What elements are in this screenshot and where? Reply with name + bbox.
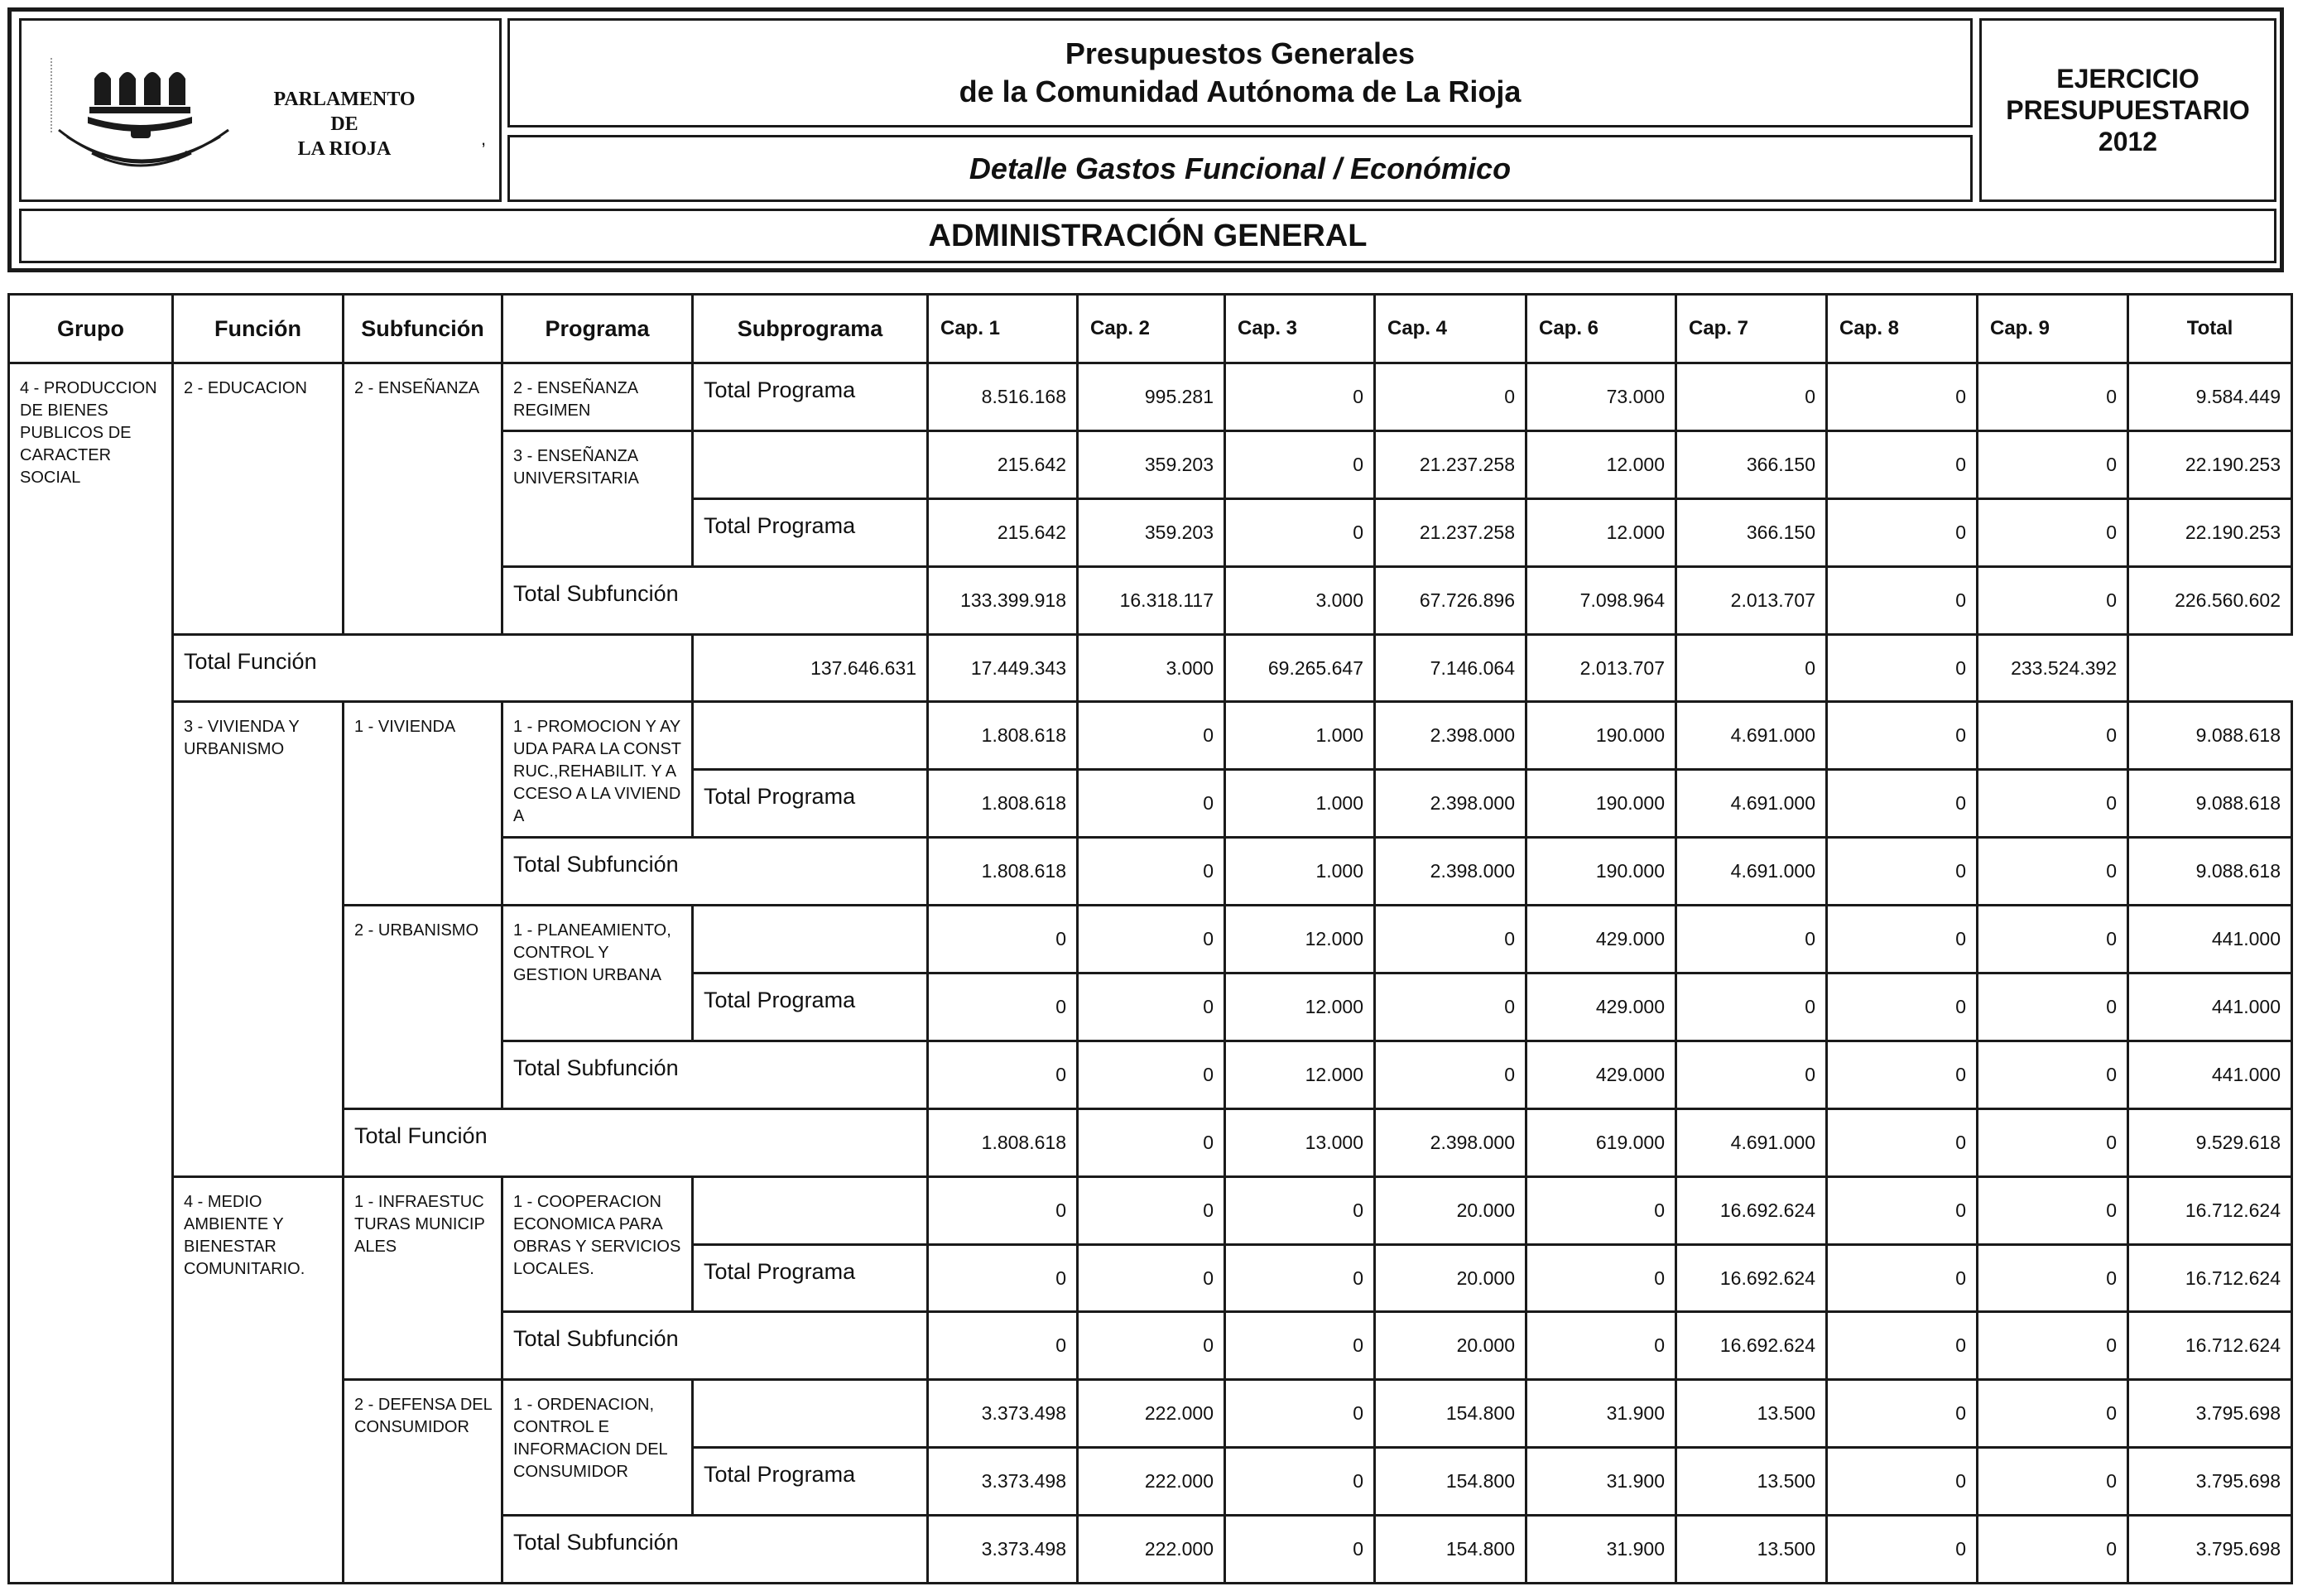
ejercicio-panel	[1979, 18, 2276, 202]
amount-cap3: 0	[1225, 1448, 1375, 1516]
amount-total: 233.524.392	[1978, 634, 2128, 702]
amount-cap1: 0	[928, 1244, 1078, 1312]
amount-cap3: 0	[1225, 498, 1375, 566]
amount-cap3: 0	[1225, 1244, 1375, 1312]
amount-cap6: 12.000	[1526, 430, 1676, 498]
amount-cap8: 0	[1827, 1244, 1978, 1312]
table-row	[9, 1176, 2292, 1244]
subfuncion-urbanismo-cell: 2 - URBANISMO	[344, 906, 502, 1109]
table-row	[9, 1108, 2292, 1176]
amount-total: 9.088.618	[2128, 770, 2292, 838]
amount-cap6: 0	[1526, 1244, 1676, 1312]
amount-total: 16.712.624	[2128, 1176, 2292, 1244]
col-header-cap6: Cap. 6	[1526, 295, 1676, 363]
subprograma-cell	[693, 702, 928, 770]
amount-cap2: 222.000	[1078, 1448, 1225, 1516]
col-header-cap7: Cap. 7	[1676, 295, 1827, 363]
amount-cap7: 0	[1676, 906, 1827, 973]
table-row	[9, 702, 2292, 770]
amount-cap6: 31.900	[1526, 1516, 1676, 1584]
amount-cap4: 2.398.000	[1375, 1108, 1526, 1176]
title-line-1: Presupuestos Generales	[1065, 36, 1416, 70]
amount-cap8: 0	[1827, 498, 1978, 566]
programa-ordenacion-cell: 1 - ORDENACION, CONTROL E INFORMACION DEL CONSUMIDOR	[502, 1380, 693, 1516]
amount-cap1: 8.516.168	[928, 363, 1078, 431]
amount-cap1: 215.642	[928, 430, 1078, 498]
amount-cap8: 0	[1827, 566, 1978, 634]
amount-cap4: 0	[1375, 363, 1526, 431]
amount-cap3: 1.000	[1225, 770, 1375, 838]
col-header-grupo: Grupo	[9, 295, 173, 363]
amount-cap7: 0	[1676, 973, 1827, 1041]
amount-total: 226.560.602	[2128, 566, 2292, 634]
scan-mark	[50, 58, 52, 132]
col-header-subprograma: Subprograma	[693, 295, 928, 363]
programa-promocion-cell: 1 - PROMOCION Y AYUDA PARA LA CONSTRUC.,REHABILIT. Y ACCESO A LA VIVIENDA	[502, 702, 693, 838]
amount-cap9: 0	[1978, 430, 2128, 498]
amount-cap2: 222.000	[1078, 1380, 1225, 1448]
amount-cap9: 0	[1978, 702, 2128, 770]
amount-cap4: 20.000	[1375, 1244, 1526, 1312]
subtitle-panel	[507, 135, 1973, 202]
total-subfuncion-label: Total Subfunción	[502, 1041, 928, 1108]
org-mark: ,	[481, 128, 487, 149]
subfuncion-ensenanza-cell: 2 - ENSEÑANZA	[344, 363, 502, 635]
org-name-line2: LA RIOJA	[297, 138, 392, 160]
amount-cap4: 154.800	[1375, 1448, 1526, 1516]
amount-cap4: 21.237.258	[1375, 498, 1526, 566]
total-funcion-label: Total Función	[344, 1108, 928, 1176]
amount-cap1: 215.642	[928, 498, 1078, 566]
amount-cap4: 67.726.896	[1375, 566, 1526, 634]
total-programa-label: Total Programa	[693, 363, 928, 431]
amount-total: 22.190.253	[2128, 498, 2292, 566]
amount-cap6: 7.098.964	[1526, 566, 1676, 634]
logo-panel	[19, 18, 502, 202]
document-subtitle: Detalle Gastos Funcional / Económico	[969, 151, 1512, 185]
total-subfuncion-label: Total Subfunción	[502, 1312, 928, 1380]
amount-cap7: 16.692.624	[1676, 1244, 1827, 1312]
amount-total: 3.795.698	[2128, 1380, 2292, 1448]
amount-cap6: 0	[1526, 1312, 1676, 1380]
col-header-cap1: Cap. 1	[928, 295, 1078, 363]
amount-cap9: 0	[1978, 363, 2128, 431]
amount-cap4: 69.265.647	[1225, 634, 1375, 702]
amount-cap7: 4.691.000	[1676, 1108, 1827, 1176]
amount-cap3: 0	[1225, 363, 1375, 431]
amount-total: 16.712.624	[2128, 1312, 2292, 1380]
amount-cap8: 0	[1827, 770, 1978, 838]
amount-cap2: 0	[1078, 770, 1225, 838]
total-subfuncion-label: Total Subfunción	[502, 1516, 928, 1584]
amount-cap2: 359.203	[1078, 430, 1225, 498]
amount-cap1: 3.373.498	[928, 1448, 1078, 1516]
amount-cap2: 0	[1078, 1041, 1225, 1108]
total-subfuncion-label: Total Subfunción	[502, 566, 928, 634]
amount-cap7: 2.013.707	[1676, 566, 1827, 634]
amount-cap4: 2.398.000	[1375, 702, 1526, 770]
amount-cap3: 0	[1225, 1176, 1375, 1244]
amount-cap7: 13.500	[1676, 1516, 1827, 1584]
amount-cap6: 190.000	[1526, 838, 1676, 906]
amount-cap7: 4.691.000	[1676, 770, 1827, 838]
amount-cap4: 2.398.000	[1375, 770, 1526, 838]
amount-cap9: 0	[1827, 634, 1978, 702]
amount-total: 3.795.698	[2128, 1448, 2292, 1516]
amount-total: 3.795.698	[2128, 1516, 2292, 1584]
amount-cap2: 359.203	[1078, 498, 1225, 566]
amount-cap4: 20.000	[1375, 1312, 1526, 1380]
total-funcion-label: Total Función	[173, 634, 693, 702]
amount-cap6: 7.146.064	[1375, 634, 1526, 702]
section-title: ADMINISTRACIÓN GENERAL	[928, 218, 1368, 253]
budget-table	[7, 293, 2293, 1584]
amount-cap3: 1.000	[1225, 838, 1375, 906]
funcion-vivienda-cell: 3 - VIVIENDA Y URBANISMO	[173, 702, 344, 1176]
table-header-row	[9, 295, 2292, 363]
amount-cap3: 13.000	[1225, 1108, 1375, 1176]
amount-cap9: 0	[1978, 1176, 2128, 1244]
amount-total: 441.000	[2128, 906, 2292, 973]
amount-cap2: 0	[1078, 1312, 1225, 1380]
amount-cap9: 0	[1978, 1041, 2128, 1108]
amount-total: 22.190.253	[2128, 430, 2292, 498]
total-programa-label: Total Programa	[693, 498, 928, 566]
col-header-cap2: Cap. 2	[1078, 295, 1225, 363]
amount-cap9: 0	[1978, 906, 2128, 973]
amount-cap4: 20.000	[1375, 1176, 1526, 1244]
amount-cap9: 0	[1978, 838, 2128, 906]
amount-cap4: 154.800	[1375, 1380, 1526, 1448]
amount-cap9: 0	[1978, 1380, 2128, 1448]
amount-total: 9.529.618	[2128, 1108, 2292, 1176]
amount-cap8: 0	[1827, 1380, 1978, 1448]
amount-cap1: 1.808.618	[928, 1108, 1078, 1176]
subprograma-cell	[693, 430, 928, 498]
amount-cap1: 1.808.618	[928, 770, 1078, 838]
amount-cap1: 0	[928, 1312, 1078, 1380]
amount-cap3: 0	[1225, 1380, 1375, 1448]
amount-cap1: 1.808.618	[928, 702, 1078, 770]
amount-cap2: 222.000	[1078, 1516, 1225, 1584]
col-header-subfuncion: Subfunción	[344, 295, 502, 363]
total-subfuncion-label: Total Subfunción	[502, 838, 928, 906]
presupuestario-label: PRESUPUESTARIO	[2006, 95, 2250, 125]
subfuncion-infraestructuras-cell: 1 - INFRAESTUCTURAS MUNICIPALES	[344, 1176, 502, 1380]
col-header-total: Total	[2128, 295, 2292, 363]
amount-total: 9.088.618	[2128, 702, 2292, 770]
amount-cap3: 0	[1225, 430, 1375, 498]
programa-cooperacion-cell: 1 - COOPERACION ECONOMICA PARA OBRAS Y SERVICIOS LOCALES.	[502, 1176, 693, 1312]
amount-cap4: 154.800	[1375, 1516, 1526, 1584]
amount-cap6: 190.000	[1526, 702, 1676, 770]
subprograma-cell	[693, 1176, 928, 1244]
amount-total: 441.000	[2128, 973, 2292, 1041]
amount-cap8: 0	[1827, 702, 1978, 770]
amount-total: 16.712.624	[2128, 1244, 2292, 1312]
amount-cap6: 31.900	[1526, 1380, 1676, 1448]
amount-cap1: 3.373.498	[928, 1380, 1078, 1448]
amount-cap9: 0	[1978, 1244, 2128, 1312]
amount-cap2: 0	[1078, 1244, 1225, 1312]
amount-cap7: 16.692.624	[1676, 1312, 1827, 1380]
title-line-2: de la Comunidad Autónoma de La Rioja	[959, 75, 1522, 108]
amount-cap8: 0	[1827, 1041, 1978, 1108]
amount-cap9: 0	[1978, 566, 2128, 634]
amount-cap6: 73.000	[1526, 363, 1676, 431]
amount-cap4: 0	[1375, 906, 1526, 973]
total-programa-label: Total Programa	[693, 1448, 928, 1516]
funcion-educacion-cell: 2 - EDUCACION	[173, 363, 344, 635]
amount-cap1: 0	[928, 906, 1078, 973]
amount-cap8: 0	[1827, 1312, 1978, 1380]
org-name	[262, 87, 427, 161]
amount-cap4: 0	[1375, 1041, 1526, 1108]
amount-cap2: 0	[1078, 1176, 1225, 1244]
amount-cap4: 2.398.000	[1375, 838, 1526, 906]
programa-planeamiento-cell: 1 - PLANEAMIENTO, CONTROL Y GESTION URBANA	[502, 906, 693, 1041]
table-row	[9, 1380, 2292, 1448]
amount-cap2: 0	[1078, 973, 1225, 1041]
col-header-funcion: Función	[173, 295, 344, 363]
amount-cap7: 366.150	[1676, 498, 1827, 566]
amount-cap1: 0	[928, 1041, 1078, 1108]
amount-cap6: 429.000	[1526, 973, 1676, 1041]
amount-cap9: 0	[1978, 973, 2128, 1041]
amount-cap4: 21.237.258	[1375, 430, 1526, 498]
table-row	[9, 363, 2292, 431]
amount-cap8: 0	[1827, 1448, 1978, 1516]
amount-cap8: 0	[1676, 634, 1827, 702]
col-header-cap8: Cap. 8	[1827, 295, 1978, 363]
table-row	[9, 634, 2292, 702]
fiscal-year: 2012	[2098, 127, 2158, 156]
subfuncion-defensa-cell: 2 - DEFENSA DEL CONSUMIDOR	[344, 1380, 502, 1584]
amount-cap9: 0	[1978, 1448, 2128, 1516]
amount-cap8: 0	[1827, 838, 1978, 906]
amount-cap1: 133.399.918	[928, 566, 1078, 634]
subfuncion-vivienda-cell: 1 - VIVIENDA	[344, 702, 502, 906]
amount-cap1: 137.646.631	[693, 634, 928, 702]
amount-cap8: 0	[1827, 430, 1978, 498]
amount-cap2: 0	[1078, 838, 1225, 906]
amount-cap6: 429.000	[1526, 906, 1676, 973]
parliament-emblem-icon	[55, 54, 262, 186]
amount-cap7: 13.500	[1676, 1380, 1827, 1448]
amount-total: 9.584.449	[2128, 363, 2292, 431]
amount-cap8: 0	[1827, 1516, 1978, 1584]
amount-cap6: 429.000	[1526, 1041, 1676, 1108]
amount-cap2: 995.281	[1078, 363, 1225, 431]
amount-cap3: 12.000	[1225, 906, 1375, 973]
amount-cap1: 0	[928, 973, 1078, 1041]
col-header-cap9: Cap. 9	[1978, 295, 2128, 363]
amount-cap8: 0	[1827, 1176, 1978, 1244]
amount-cap7: 0	[1676, 363, 1827, 431]
amount-cap2: 0	[1078, 1108, 1225, 1176]
amount-total: 441.000	[2128, 1041, 2292, 1108]
amount-cap7: 13.500	[1676, 1448, 1827, 1516]
amount-cap6: 31.900	[1526, 1448, 1676, 1516]
amount-cap1: 1.808.618	[928, 838, 1078, 906]
grupo-cell: 4 - PRODUCCION DE BIENES PUBLICOS DE CARACTER SOCIAL	[9, 363, 173, 1584]
section-panel	[19, 209, 2276, 263]
amount-cap8: 0	[1827, 363, 1978, 431]
amount-cap7: 4.691.000	[1676, 702, 1827, 770]
amount-cap3: 0	[1225, 1312, 1375, 1380]
amount-cap7: 16.692.624	[1676, 1176, 1827, 1244]
amount-cap9: 0	[1978, 770, 2128, 838]
amount-cap1: 0	[928, 1176, 1078, 1244]
amount-cap9: 0	[1978, 1312, 2128, 1380]
table-row	[9, 906, 2292, 973]
subprograma-cell	[693, 906, 928, 973]
amount-cap3: 3.000	[1225, 566, 1375, 634]
amount-cap8: 0	[1827, 906, 1978, 973]
amount-cap2: 0	[1078, 702, 1225, 770]
amount-cap3: 12.000	[1225, 1041, 1375, 1108]
amount-cap2: 0	[1078, 906, 1225, 973]
amount-cap1: 3.373.498	[928, 1516, 1078, 1584]
subprograma-cell	[693, 1380, 928, 1448]
amount-cap9: 0	[1978, 498, 2128, 566]
ejercicio-label: EJERCICIO	[2056, 64, 2199, 94]
amount-cap3: 0	[1225, 1516, 1375, 1584]
amount-cap3: 12.000	[1225, 973, 1375, 1041]
col-header-programa: Programa	[502, 295, 693, 363]
amount-cap4: 0	[1375, 973, 1526, 1041]
amount-cap2: 16.318.117	[1078, 566, 1225, 634]
amount-cap3: 1.000	[1225, 702, 1375, 770]
amount-cap6: 12.000	[1526, 498, 1676, 566]
amount-cap6: 619.000	[1526, 1108, 1676, 1176]
amount-cap7: 2.013.707	[1526, 634, 1676, 702]
amount-cap7: 4.691.000	[1676, 838, 1827, 906]
amount-cap9: 0	[1978, 1516, 2128, 1584]
amount-cap6: 190.000	[1526, 770, 1676, 838]
amount-cap8: 0	[1827, 973, 1978, 1041]
total-programa-label: Total Programa	[693, 973, 928, 1041]
amount-cap3: 3.000	[1078, 634, 1225, 702]
amount-cap9: 0	[1978, 1108, 2128, 1176]
col-header-cap3: Cap. 3	[1225, 295, 1375, 363]
total-programa-label: Total Programa	[693, 1244, 928, 1312]
total-programa-label: Total Programa	[693, 770, 928, 838]
funcion-medio-ambiente-cell: 4 - MEDIO AMBIENTE Y BIENESTAR COMUNITARIO.	[173, 1176, 344, 1583]
amount-cap2: 17.449.343	[928, 634, 1078, 702]
title-panel	[507, 18, 1973, 127]
amount-cap7: 366.150	[1676, 430, 1827, 498]
amount-cap6: 0	[1526, 1176, 1676, 1244]
amount-cap7: 0	[1676, 1041, 1827, 1108]
programa-universitaria-cell: 3 - ENSEÑANZA UNIVERSITARIA	[502, 430, 693, 566]
col-header-cap4: Cap. 4	[1375, 295, 1526, 363]
amount-total: 9.088.618	[2128, 838, 2292, 906]
amount-cap8: 0	[1827, 1108, 1978, 1176]
programa-regimen-cell: 2 - ENSEÑANZA REGIMEN	[502, 363, 693, 431]
org-name-line1: PARLAMENTO DE	[273, 89, 416, 135]
